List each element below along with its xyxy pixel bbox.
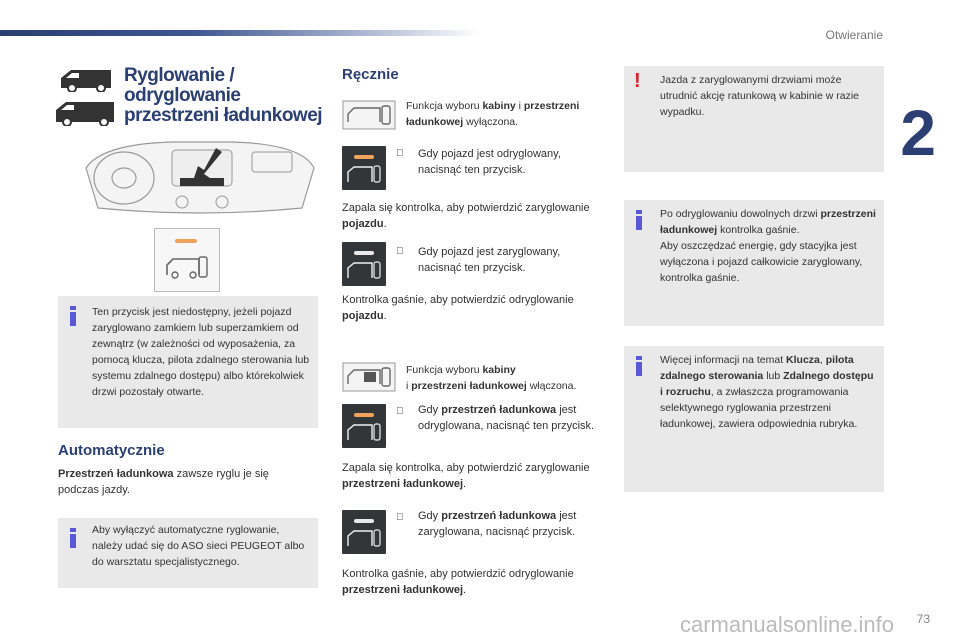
step-text: Gdy pojazd jest odryglowany, nacisnąć ten przycisk. xyxy=(418,148,561,176)
info-box-more-info xyxy=(624,346,884,492)
unlock-button-dark xyxy=(342,242,386,286)
warning-text: Jazda z zaryglowanymi drzwiami może utrudnić akcję ratunkową w kabinie w razie wypadku. xyxy=(660,74,860,118)
cargo-lock-button-dark xyxy=(342,404,386,448)
warning-box xyxy=(624,66,884,172)
result-text: Zapala się kontrolka, aby potwierdzić zaryglowanie przestrzeni ładunkowej. xyxy=(342,462,590,490)
header-bar xyxy=(0,30,480,36)
section-heading-manual: Ręcznie xyxy=(342,66,399,83)
led-indicator xyxy=(354,155,374,159)
automatic-text: Przestrzeń ładunkowa zawsze ryglu je się podczas jazdy. xyxy=(58,468,269,496)
info-icon xyxy=(70,312,76,326)
bullet-icon xyxy=(396,148,404,159)
van-lock-icon xyxy=(346,422,382,444)
info-box-disable-auto xyxy=(58,518,318,588)
led-indicator xyxy=(354,413,374,417)
page-title: Ryglowanie / odryglowanie przestrzeni ładunkowej xyxy=(124,65,323,126)
led-indicator xyxy=(354,519,374,523)
van-lock-icon xyxy=(346,260,382,282)
button-illustration xyxy=(154,228,220,292)
info-box-indicator-off xyxy=(624,200,884,326)
section-heading-automatic: Automatycznie xyxy=(58,442,165,459)
result-text: Kontrolka gaśnie, aby potwierdzić odryglowanie przestrzeni ładunkowej. xyxy=(342,568,574,596)
bullet-icon xyxy=(396,246,404,257)
info-text: Więcej informacji na temat Klucza, pilota zdalnego sterowania lub Zdalnego dostępu i rozruchu, a zwłaszcza programowania selektywnego ryglowania przestrzeni ładunkowej, zawiera odpowiednia rubryka. xyxy=(660,354,874,430)
led-indicator xyxy=(354,251,374,255)
lock-button-dark xyxy=(342,146,386,190)
info-icon xyxy=(636,216,642,230)
van-lock-icon xyxy=(165,253,209,281)
page-number: 73 xyxy=(916,612,930,626)
chapter-number: 2 xyxy=(900,97,936,169)
step-text: Gdy przestrzeń ładunkowa jest odryglowana, nacisnąć ten przycisk. xyxy=(418,404,595,432)
step-text: Gdy pojazd jest zaryglowany, nacisnąć ten przycisk. xyxy=(418,246,561,274)
cargo-unlock-button-dark xyxy=(342,510,386,554)
result-text: Kontrolka gaśnie, aby potwierdzić odryglowanie pojazdu. xyxy=(342,294,574,322)
info-text: Aby wyłączyć automatyczne ryglowanie, należy udać się do ASO sieci PEUGEOT albo do warsztatu specjalistycznego. xyxy=(92,524,305,568)
van-icon xyxy=(57,66,115,92)
function-disabled-text: Funkcja wyboru kabiny i przestrzeni ładunkowej wyłączona. xyxy=(406,100,580,128)
button-off-icon xyxy=(342,100,396,130)
info-icon xyxy=(636,362,642,376)
van-lock-icon xyxy=(346,528,382,550)
info-text: Ten przycisk jest niedostępny, jeżeli pojazd zaryglowano zamkiem lub superzamkiem od zewnątrz (w zależności od wyposażenia, za pomocą klucza, pilota zdalnego sterowania lub systemu zdalnego dostępu) albo którekolwiek drzwi pozostały otwarte. xyxy=(92,306,310,398)
info-icon xyxy=(70,534,76,548)
info-box-button-unavailable xyxy=(58,296,318,428)
led-indicator xyxy=(175,239,197,243)
watermark: carmanualsonline.info xyxy=(680,612,895,637)
info-text: Po odryglowaniu dowolnych drzwi przestrzeni ładunkowej kontrolka gaśnie. Aby oszczędzać energię, gdy stacyjka jest wyłączona i pojazd całkowicie zaryglowany, kontrolka gaśnie. xyxy=(660,208,876,284)
warning-icon: ! xyxy=(634,70,641,92)
result-text: Zapala się kontrolka, aby potwierdzić zaryglowanie pojazdu. xyxy=(342,202,590,230)
button-on-icon xyxy=(342,362,396,392)
bullet-icon xyxy=(396,406,404,417)
function-enabled-text: Funkcja wyboru kabiny i przestrzeni ładunkowej włączona. xyxy=(406,364,577,392)
bullet-icon xyxy=(396,512,404,523)
dashboard-illustration xyxy=(82,138,318,218)
van-lock-icon xyxy=(346,164,382,186)
step-text: Gdy przestrzeń ładunkowa jest zaryglowana, nacisnąć przycisk. xyxy=(418,510,577,538)
chapter-name: Otwieranie xyxy=(825,28,883,42)
van-long-icon xyxy=(52,98,118,126)
